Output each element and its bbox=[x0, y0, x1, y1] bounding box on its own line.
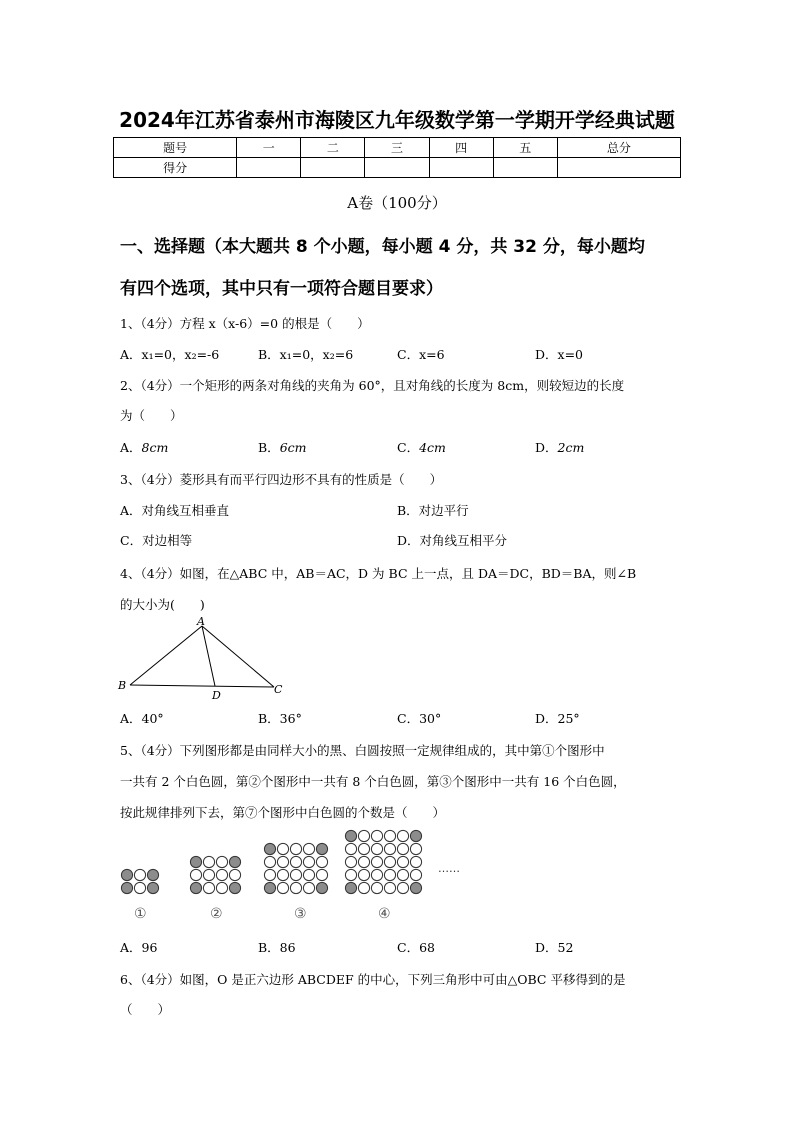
q5-white-circle bbox=[290, 869, 301, 880]
q5-white-circle bbox=[303, 856, 314, 867]
q4-stem-line2: 的大小为( ) bbox=[120, 597, 205, 612]
score-cell bbox=[557, 158, 680, 178]
q4-triangle-figure bbox=[112, 615, 292, 705]
q5-white-circle bbox=[134, 882, 145, 893]
q5-white-circle bbox=[290, 843, 301, 854]
section-a-title: A卷（100分） bbox=[347, 194, 447, 212]
q5-black-circle bbox=[345, 830, 356, 841]
q4-side-ab bbox=[130, 626, 202, 685]
q2-option-d-value: 2cm bbox=[557, 440, 585, 455]
q5-white-circle bbox=[316, 856, 327, 867]
q5-white-circle bbox=[397, 869, 408, 880]
q2-option-b-value: 6cm bbox=[279, 440, 307, 455]
q5-white-circle bbox=[410, 843, 421, 854]
q5-black-circle bbox=[229, 882, 240, 893]
q5-black-circle bbox=[316, 882, 327, 893]
q5-white-circle bbox=[384, 869, 395, 880]
q4-option-a: A．40° bbox=[120, 711, 164, 726]
q2-option-c-label: C． bbox=[397, 440, 420, 455]
q5-black-circle bbox=[316, 843, 327, 854]
q1-option-d: D．x=0 bbox=[535, 347, 583, 362]
q2-option-d-label: D． bbox=[535, 440, 558, 455]
q4-label-a: A bbox=[197, 615, 205, 628]
q5-white-circle bbox=[371, 830, 382, 841]
q5-black-circle bbox=[121, 869, 132, 880]
q5-white-circle bbox=[384, 856, 395, 867]
q2-stem-line2: 为（ ） bbox=[120, 408, 183, 423]
q1-option-c: C．x=6 bbox=[397, 347, 445, 362]
q5-white-circle bbox=[264, 869, 275, 880]
q5-white-circle bbox=[190, 869, 201, 880]
q3-option-d: D．对角线互相平分 bbox=[397, 533, 508, 548]
q2-option-a-value: 8cm bbox=[141, 440, 169, 455]
q5-white-circle bbox=[397, 843, 408, 854]
score-cell bbox=[429, 158, 493, 178]
q5-white-circle bbox=[358, 882, 369, 893]
q5-white-circle bbox=[134, 869, 145, 880]
q5-white-circle bbox=[345, 843, 356, 854]
q4-side-bc bbox=[130, 685, 274, 687]
q5-white-circle bbox=[290, 856, 301, 867]
score-header-cell: 总分 bbox=[557, 138, 680, 158]
q5-white-circle bbox=[277, 843, 288, 854]
q5-white-circle bbox=[290, 882, 301, 893]
score-header-cell: 五 bbox=[493, 138, 557, 158]
q5-white-circle bbox=[358, 830, 369, 841]
q5-white-circle bbox=[345, 869, 356, 880]
q5-white-circle bbox=[216, 882, 227, 893]
q4-label-d: D bbox=[212, 689, 221, 702]
q5-white-circle bbox=[371, 843, 382, 854]
q5-white-circle bbox=[229, 869, 240, 880]
q5-option-a: A．96 bbox=[120, 940, 158, 955]
q5-ellipsis: …… bbox=[438, 862, 460, 875]
q5-white-circle bbox=[410, 856, 421, 867]
q2-option-b bbox=[258, 438, 307, 456]
q5-white-circle bbox=[384, 830, 395, 841]
q4-option-b: B．36° bbox=[258, 711, 302, 726]
q5-white-circle bbox=[397, 882, 408, 893]
score-header-cell: 一 bbox=[237, 138, 301, 158]
q5-white-circle bbox=[384, 882, 395, 893]
q5-white-circle bbox=[371, 882, 382, 893]
q5-black-circle bbox=[147, 869, 158, 880]
q5-white-circle bbox=[345, 856, 356, 867]
q5-white-circle bbox=[316, 869, 327, 880]
score-table-score-row bbox=[114, 158, 681, 178]
q2-option-a bbox=[120, 438, 168, 456]
q2-option-a-label: A． bbox=[120, 440, 142, 455]
q3-option-c: C．对边相等 bbox=[120, 533, 193, 548]
q5-stem-line3: 按此规律排列下去，第⑦个图形中白色圆的个数是（ ） bbox=[120, 805, 446, 820]
q5-white-circle bbox=[371, 869, 382, 880]
q5-option-b: B．86 bbox=[258, 940, 296, 955]
q2-stem-line1: 2、（4分）一个矩形的两条对角线的夹角为 60°，且对角线的长度为 8cm，则较短边的长度 bbox=[120, 378, 625, 393]
q4-option-d: D．25° bbox=[535, 711, 580, 726]
q2-option-c-value: 4cm bbox=[419, 440, 446, 455]
q1-option-a: A．x₁=0，x₂=-6 bbox=[120, 347, 220, 362]
q5-label-4: ④ bbox=[378, 906, 391, 922]
q5-white-circle bbox=[358, 856, 369, 867]
score-table bbox=[113, 137, 681, 178]
q5-white-circle bbox=[203, 869, 214, 880]
score-cell bbox=[365, 158, 429, 178]
q5-black-circle bbox=[121, 882, 132, 893]
score-cell bbox=[237, 158, 301, 178]
q5-white-circle bbox=[397, 856, 408, 867]
q5-white-circle bbox=[203, 882, 214, 893]
q2-option-c bbox=[397, 438, 446, 456]
q5-white-circle bbox=[216, 869, 227, 880]
q5-stem-line1: 5、（4分）下列图形都是由同样大小的黑、白圆按照一定规律组成的，其中第①个图形中 bbox=[120, 743, 605, 758]
q5-stem-line2: 一共有 2 个白色圆，第②个图形中一共有 8 个白色圆，第③个图形中一共有 16 个白色圆， bbox=[120, 774, 626, 789]
q5-black-circle bbox=[264, 843, 275, 854]
q5-black-circle bbox=[264, 882, 275, 893]
q5-patterns-group bbox=[121, 830, 421, 893]
score-header-cell: 二 bbox=[301, 138, 365, 158]
score-cell bbox=[301, 158, 365, 178]
q5-circle-patterns-figure bbox=[110, 826, 480, 930]
q5-white-circle bbox=[358, 843, 369, 854]
q5-label-1: ① bbox=[134, 906, 147, 922]
q5-white-circle bbox=[384, 843, 395, 854]
q4-label-c: C bbox=[274, 683, 283, 696]
q5-label-3: ③ bbox=[294, 906, 307, 922]
q5-white-circle bbox=[277, 869, 288, 880]
q5-option-d: D．52 bbox=[535, 940, 574, 955]
q5-white-circle bbox=[303, 869, 314, 880]
part1-heading-line2: 有四个选项，其中只有一项符合题目要求） bbox=[120, 279, 443, 299]
score-header-cell: 三 bbox=[365, 138, 429, 158]
q1-stem: 1、（4分）方程 x（x-6）=0 的根是（ ） bbox=[120, 316, 370, 331]
score-table-header-row bbox=[114, 138, 681, 158]
q5-black-circle bbox=[229, 856, 240, 867]
score-header-cell: 四 bbox=[429, 138, 493, 158]
q3-stem: 3、（4分）菱形具有而平行四边形不具有的性质是（ ） bbox=[120, 472, 443, 487]
q5-option-c: C．68 bbox=[397, 940, 435, 955]
q5-label-2: ② bbox=[210, 906, 223, 922]
q5-black-circle bbox=[190, 856, 201, 867]
q5-white-circle bbox=[303, 843, 314, 854]
q4-label-b: B bbox=[118, 679, 127, 692]
q3-option-b: B．对边平行 bbox=[397, 503, 469, 518]
q3-option-a: A．对角线互相垂直 bbox=[120, 503, 230, 518]
q5-white-circle bbox=[277, 882, 288, 893]
q1-option-b: B．x₁=0，x₂=6 bbox=[258, 347, 354, 362]
q6-stem-line1: 6、（4分）如图，O 是正六边形 ABCDEF 的中心，下列三角形中可由△OBC 平移得到的是 bbox=[120, 972, 626, 987]
q5-black-circle bbox=[410, 830, 421, 841]
q4-option-c: C．30° bbox=[397, 711, 442, 726]
q5-white-circle bbox=[264, 856, 275, 867]
q5-white-circle bbox=[410, 869, 421, 880]
q5-black-circle bbox=[147, 882, 158, 893]
q5-black-circle bbox=[410, 882, 421, 893]
q6-stem-line2: （ ） bbox=[120, 1002, 171, 1017]
q2-option-b-label: B． bbox=[258, 440, 280, 455]
q5-white-circle bbox=[371, 856, 382, 867]
q5-white-circle bbox=[277, 856, 288, 867]
exam-title: 2024年江苏省泰州市海陵区九年级数学第一学期开学经典试题 bbox=[119, 108, 675, 132]
q4-stem-line1: 4、（4分）如图，在△ABC 中，AB＝AC，D 为 BC 上一点，且 DA＝DC，BD＝BA，则∠B bbox=[120, 566, 637, 581]
score-cell bbox=[493, 158, 557, 178]
q5-white-circle bbox=[397, 830, 408, 841]
q5-white-circle bbox=[303, 882, 314, 893]
q5-black-circle bbox=[345, 882, 356, 893]
q5-white-circle bbox=[358, 869, 369, 880]
score-header-cell: 题号 bbox=[114, 138, 237, 158]
q5-black-circle bbox=[190, 882, 201, 893]
q2-option-d bbox=[535, 438, 584, 456]
score-row-label: 得分 bbox=[114, 158, 237, 178]
q5-white-circle bbox=[203, 856, 214, 867]
q5-white-circle bbox=[216, 856, 227, 867]
part1-heading-line1: 一、选择题（本大题共 8 个小题，每小题 4 分，共 32 分，每小题均 bbox=[120, 237, 645, 257]
